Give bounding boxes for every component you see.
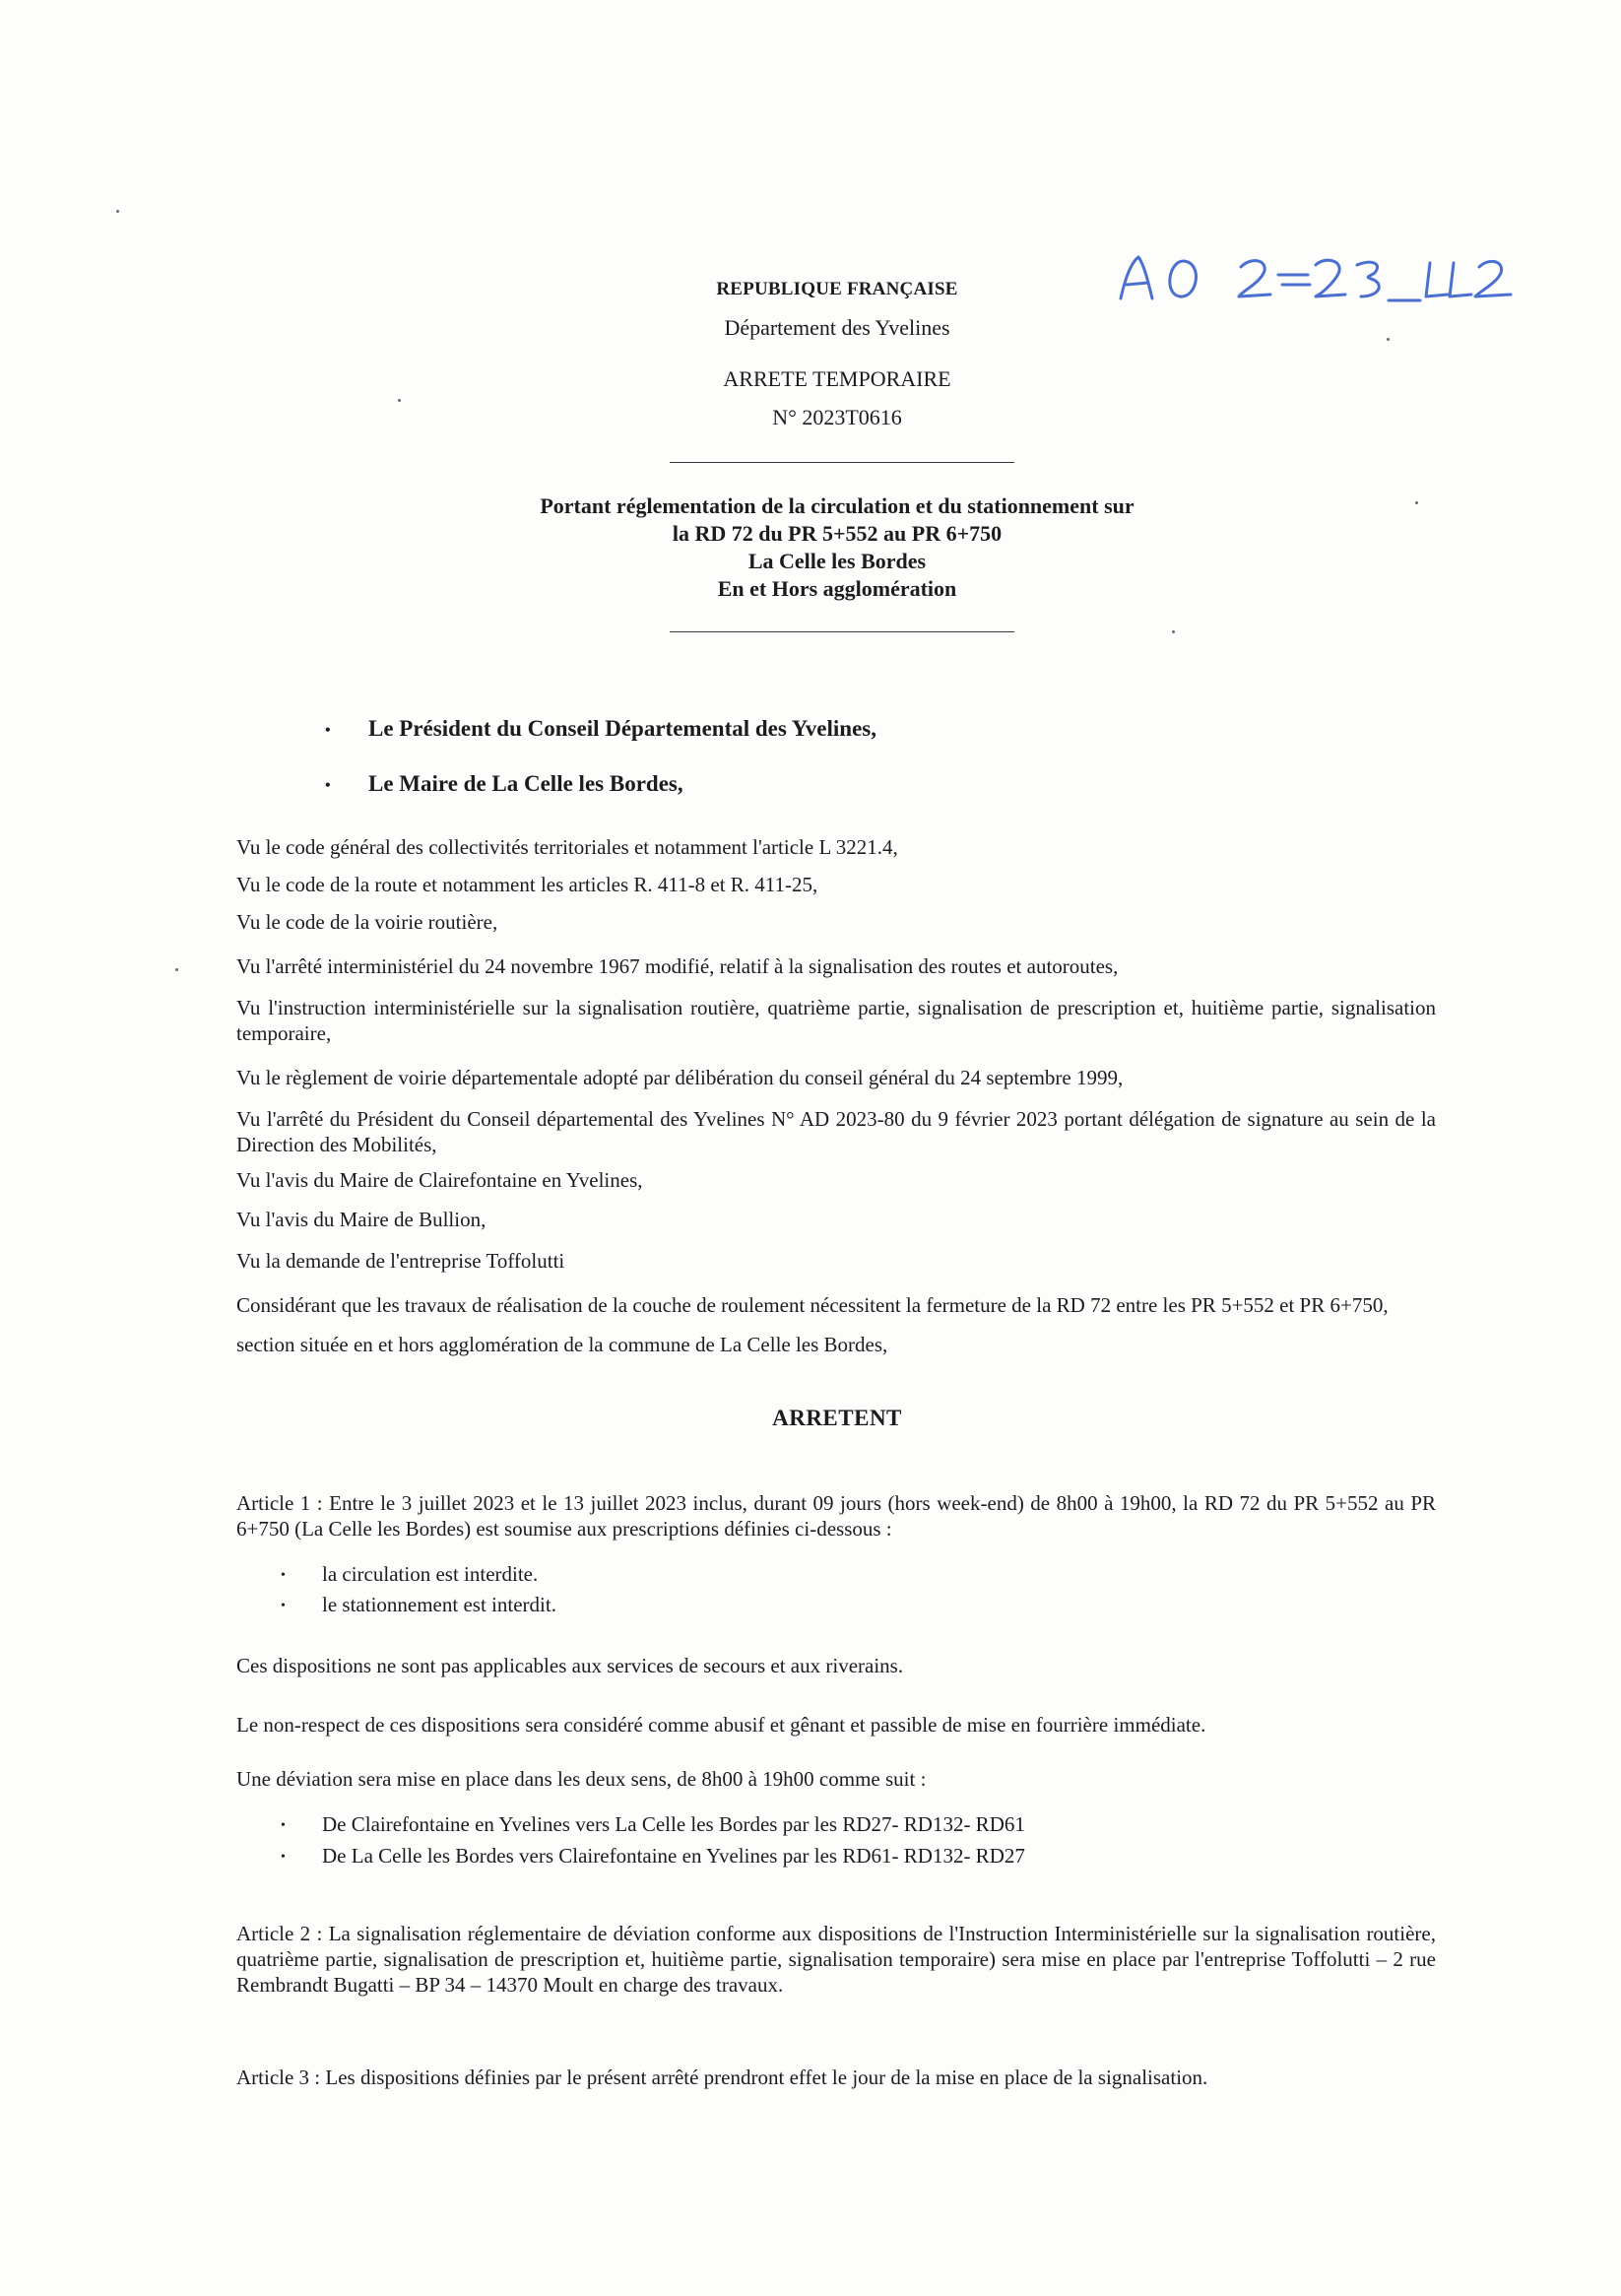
article-2: Article 2 : La signalisation réglementaire de déviation conforme aux dispositions de l'Instruction Interministérielle sur la signalisation routière, quatrième partie, signalisation de prescription et, huitième partie, signalisation temporaire) sera mise en place par l'entreprise Toffolutti – 2 rue Rembrandt Bugatti – BP 34 – 14370 Moult en charge des travaux. bbox=[236, 1922, 1436, 1997]
scan-speck bbox=[398, 399, 401, 402]
article-1-fourriere: Le non-respect de ces dispositions sera considéré comme abusif et gênant et passible de mise en fourrière immédiate. bbox=[236, 1713, 1206, 1737]
header-arrete-type: ARRETE TEMPORAIRE bbox=[723, 366, 951, 391]
deviation-text: De Clairefontaine en Yvelines vers La Celle les Bordes par les RD27- RD132- RD61 bbox=[322, 1812, 1025, 1836]
prescription-circulation bbox=[281, 1562, 538, 1587]
bullet-icon: • bbox=[325, 776, 331, 794]
header-departement: Département des Yvelines bbox=[724, 315, 950, 340]
vu-instruction-signalisation: Vu l'instruction interministérielle sur la signalisation routière, quatrième partie, signalisation de prescription et, huitième partie, signalisation temporaire, bbox=[236, 996, 1436, 1045]
title-divider bbox=[670, 631, 1014, 632]
considerant-travaux: Considérant que les travaux de réalisation de la couche de roulement nécessitent la fermeture de la RD 72 entre les PR 5+552 et PR 6+750, section située en et hors agglomération de la commune de La Celle les Bordes, bbox=[236, 1293, 1389, 1356]
vu-avis-clairefontaine: Vu l'avis du Maire de Clairefontaine en Yvelines, bbox=[236, 1168, 643, 1192]
vu-code-route: Vu le code de la route et notamment les articles R. 411-8 et R. 411-25, bbox=[236, 873, 818, 896]
vu-demande-entreprise: Vu la demande de l'entreprise Toffolutti bbox=[236, 1249, 565, 1273]
bullet-icon: • bbox=[281, 1850, 286, 1866]
header-divider bbox=[670, 462, 1014, 463]
scan-speck bbox=[116, 210, 119, 213]
prescription-stationnement bbox=[281, 1593, 556, 1617]
bullet-icon: • bbox=[281, 1599, 286, 1614]
title-line: la RD 72 du PR 5+552 au PR 6+750 bbox=[672, 521, 1003, 546]
arrete-title bbox=[473, 492, 1201, 603]
authority-text: Le Maire de La Celle les Bordes, bbox=[368, 771, 683, 796]
scan-speck bbox=[1172, 630, 1175, 633]
scan-speck bbox=[1415, 501, 1418, 504]
deviation-clairefontaine-to-celle bbox=[281, 1812, 1025, 1837]
scan-speck bbox=[175, 968, 178, 971]
handwritten-reference-signature bbox=[1113, 241, 1526, 320]
bullet-icon: • bbox=[281, 1818, 286, 1834]
vu-arrete-1967: Vu l'arrêté interministériel du 24 novembre 1967 modifié, relatif à la signalisation des routes et autoroutes, bbox=[236, 954, 1119, 978]
authority-president bbox=[325, 716, 876, 742]
article-1-exception: Ces dispositions ne sont pas applicables aux services de secours et aux riverains. bbox=[236, 1654, 904, 1677]
vu-arrete-delegation: Vu l'arrêté du Président du Conseil départemental des Yvelines N° AD 2023-80 du 9 février 2023 portant délégation de signature au sein de la Direction des Mobilités, bbox=[236, 1107, 1436, 1156]
article-3: Article 3 : Les dispositions définies par le présent arrêté prendront effet le jour de la mise en place de la signalisation. bbox=[236, 2066, 1208, 2089]
arretent-heading: ARRETENT bbox=[772, 1406, 902, 1430]
article-1-intro: Article 1 : Entre le 3 juillet 2023 et le 13 juillet 2023 inclus, durant 09 jours (hors week-end) de 8h00 à 19h00, la RD 72 du PR 5+552 au PR 6+750 (La Celle les Bordes) est soumise aux prescriptions définies ci-dessous : bbox=[236, 1491, 1436, 1541]
header-arrete-number: N° 2023T0616 bbox=[772, 405, 902, 429]
authority-maire bbox=[325, 771, 683, 797]
vu-reglement-voirie: Vu le règlement de voirie départementale adopté par délibération du conseil général du 24 septembre 1999, bbox=[236, 1066, 1124, 1089]
deviation-text: De La Celle les Bordes vers Clairefontaine en Yvelines par les RD61- RD132- RD27 bbox=[322, 1844, 1025, 1868]
title-line: La Celle les Bordes bbox=[747, 549, 927, 573]
bullet-icon: • bbox=[281, 1568, 286, 1584]
header-republique: REPUBLIQUE FRANÇAISE bbox=[716, 279, 958, 299]
article-1-deviation-intro: Une déviation sera mise en place dans les deux sens, de 8h00 à 19h00 comme suit : bbox=[236, 1767, 927, 1791]
deviation-celle-to-clairefontaine bbox=[281, 1844, 1025, 1869]
handwritten-annotation bbox=[1113, 241, 1526, 320]
vu-code-voirie: Vu le code de la voirie routière, bbox=[236, 910, 498, 934]
authority-text: Le Président du Conseil Départemental des Yvelines, bbox=[368, 716, 876, 741]
prescription-text: la circulation est interdite. bbox=[322, 1562, 539, 1586]
vu-avis-bullion: Vu l'avis du Maire de Bullion, bbox=[236, 1208, 486, 1231]
vu-code-collectivites: Vu le code général des collectivités territoriales et notamment l'article L 3221.4, bbox=[236, 835, 898, 859]
bullet-icon: • bbox=[325, 721, 331, 739]
prescription-text: le stationnement est interdit. bbox=[322, 1593, 556, 1616]
title-line: En et Hors agglomération bbox=[717, 576, 957, 601]
title-line: Portant réglementation de la circulation et du stationnement sur bbox=[540, 493, 1135, 518]
